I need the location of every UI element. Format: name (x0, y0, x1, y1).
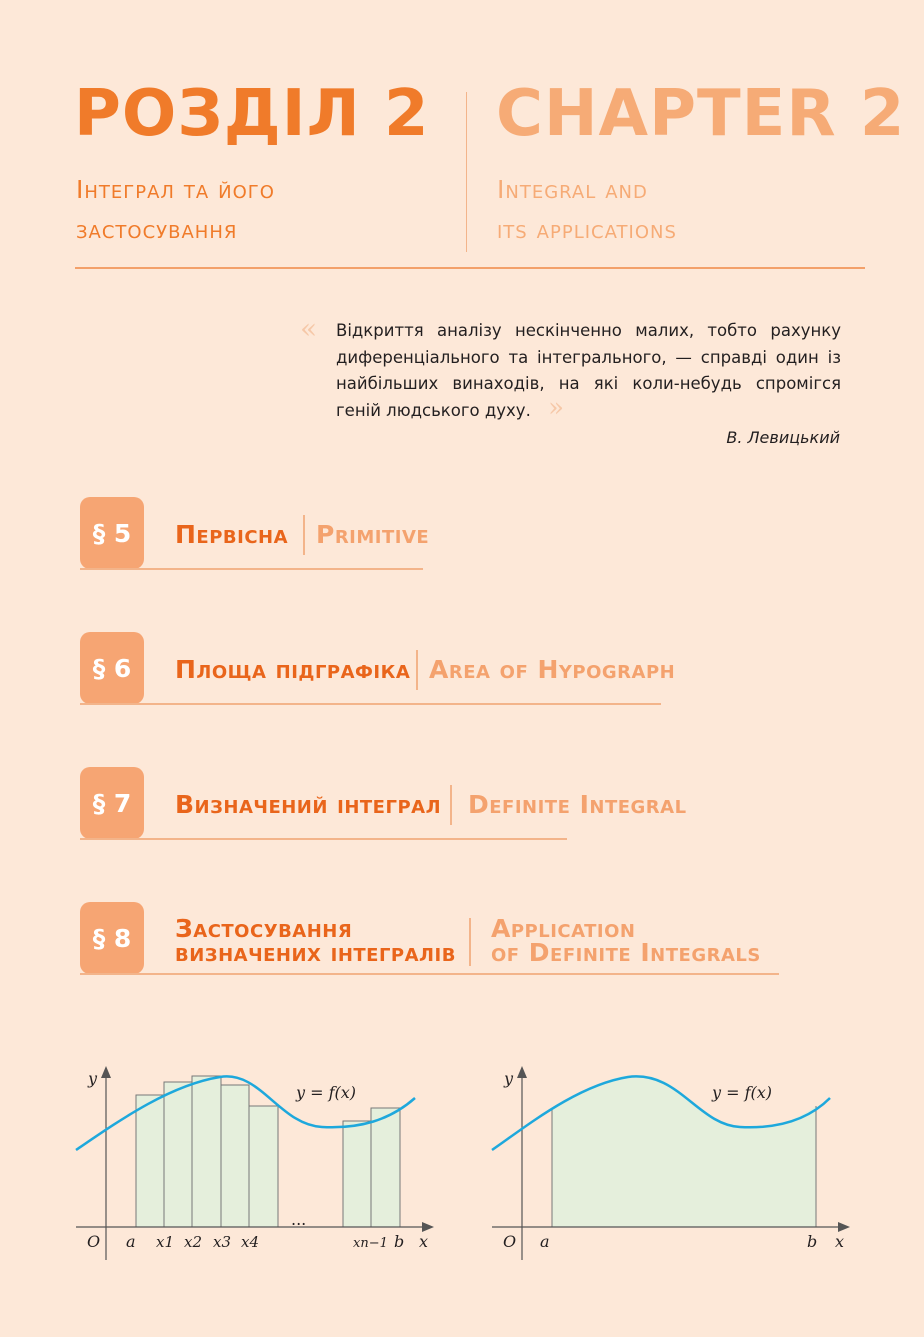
section-6-badge: § 6 (80, 632, 144, 704)
riemann-rectangles (136, 1076, 400, 1227)
quote-author: В. Левицький (726, 428, 840, 447)
origin-label: O (503, 1232, 517, 1251)
section-7-separator (450, 785, 452, 825)
tick-label-b: b (807, 1232, 818, 1251)
rectangle-2 (164, 1082, 192, 1227)
hypograph-area-graph (478, 1050, 868, 1270)
y-axis-arrow-icon (101, 1066, 111, 1078)
quote-close-mark: » (548, 392, 564, 423)
shaded-area (552, 1076, 816, 1227)
tick-label-a: a (540, 1232, 550, 1251)
chapter-subtitle-en (497, 170, 857, 250)
tick-label-a: a (126, 1232, 136, 1251)
x-axis-label: x (835, 1232, 845, 1251)
tick-label-b: b (394, 1232, 405, 1251)
rectangle-4 (221, 1085, 249, 1227)
section-6-title-ua[interactable]: Площа підграфіка (175, 655, 411, 684)
section-8-title-en[interactable] (491, 914, 761, 967)
section-6-title-en[interactable]: Area of Hypograph (429, 655, 676, 684)
epigraph-quote (336, 318, 841, 424)
x-axis-arrow-icon (422, 1222, 434, 1232)
section-5-title-ua[interactable]: Первісна (175, 520, 289, 549)
chapter-title-ua: РОЗДІЛ 2 (74, 77, 430, 151)
origin-label: O (87, 1232, 101, 1251)
tick-label-xn-1: xn−1 (353, 1236, 388, 1251)
section-8-title-ua-line1: Застосування (175, 914, 353, 943)
section-5-badge: § 5 (80, 497, 144, 569)
chapter-subtitle-en-line1: Integral and (497, 175, 648, 204)
ellipsis: ... (291, 1210, 307, 1229)
section-8-underline (80, 973, 779, 975)
x-axis-label: x (419, 1232, 429, 1251)
quote-open-mark: « (300, 312, 318, 345)
function-label: y = f(x) (712, 1083, 773, 1102)
quote-text: Відкриття аналізу нескінченно малих, тобто рахунку диференціального та інтегрального, — справді один із найбільших винаходів, на які коли-небудь спромігся геній людського духу. (336, 321, 841, 420)
section-5-underline (80, 568, 423, 570)
section-8-title-ua[interactable] (175, 914, 456, 967)
tick-label-x1: x1 (156, 1233, 175, 1251)
section-8-title-ua-line2: визначених інтегралів (175, 938, 456, 967)
chapter-subtitle-ua-line1: Інтеграл та його (76, 175, 275, 204)
header-rule (75, 267, 865, 269)
section-7-underline (80, 838, 567, 840)
rectangle-1 (136, 1095, 164, 1227)
section-8-separator (469, 918, 471, 966)
x-axis-arrow-icon (838, 1222, 850, 1232)
section-8-title-en-line1: Application (491, 914, 636, 943)
chapter-title-en: CHAPTER 2 (496, 77, 906, 151)
section-6-underline (80, 703, 661, 705)
section-7-badge: § 7 (80, 767, 144, 839)
chapter-subtitle-ua-line2: застосування (76, 215, 238, 244)
tick-label-x2: x2 (184, 1233, 203, 1251)
y-axis-label: y (504, 1069, 514, 1088)
tick-label-x4: x4 (241, 1233, 260, 1251)
chapter-subtitle-ua (76, 170, 436, 250)
chapter-subtitle-en-line2: its applications (497, 215, 677, 244)
rectangle-3 (192, 1076, 221, 1227)
rectangle-n-1 (343, 1121, 371, 1227)
function-label: y = f(x) (296, 1083, 357, 1102)
y-axis-label: y (88, 1069, 98, 1088)
header-divider (466, 92, 467, 252)
section-5-separator (303, 515, 305, 555)
rectangle-5 (249, 1106, 278, 1227)
section-5-title-en[interactable]: Primitive (316, 520, 430, 549)
rectangle-n (371, 1108, 400, 1227)
section-8-title-en-line2: of Definite Integrals (491, 938, 761, 967)
y-axis-arrow-icon (517, 1066, 527, 1078)
riemann-sum-graph (60, 1050, 450, 1270)
section-8-badge: § 8 (80, 902, 144, 974)
section-6-separator (416, 650, 418, 690)
section-7-title-ua[interactable]: Визначений інтеграл (175, 790, 442, 819)
tick-label-x3: x3 (213, 1233, 232, 1251)
section-7-title-en[interactable]: Definite Integral (468, 790, 687, 819)
